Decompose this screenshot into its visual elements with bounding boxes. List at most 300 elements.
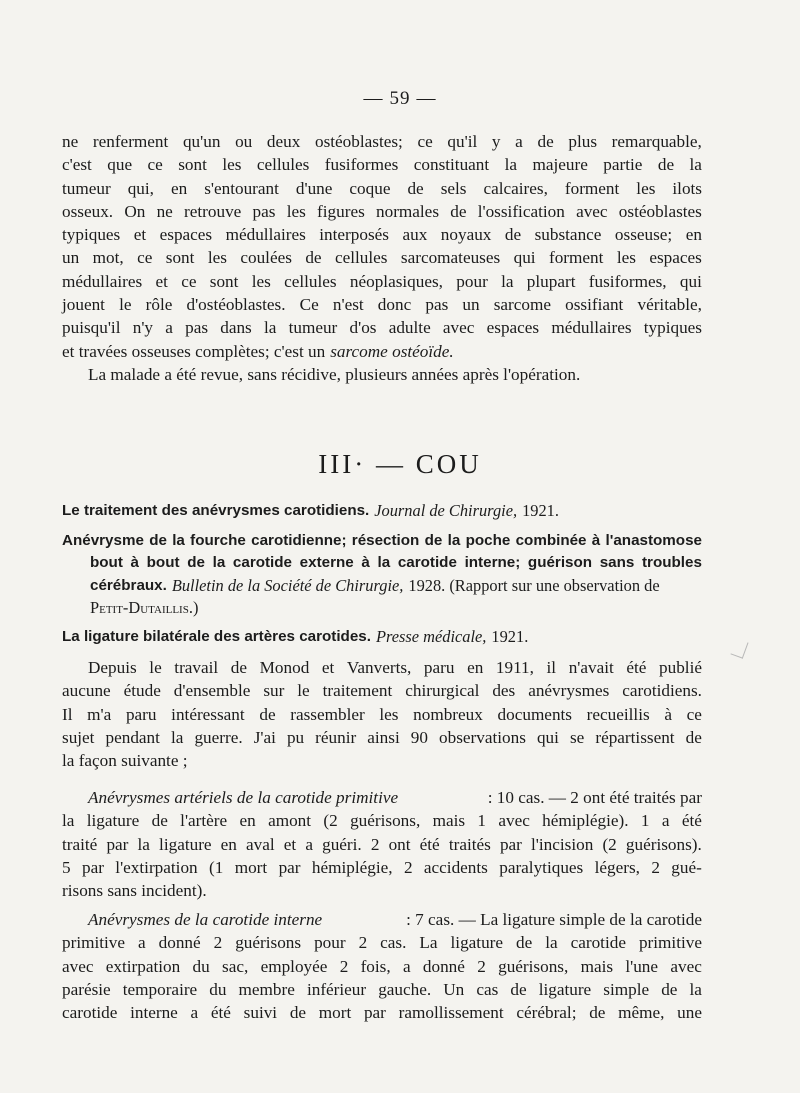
word: membre — [238, 979, 295, 999]
word: une — [677, 1003, 702, 1023]
word: médullaires — [551, 318, 632, 338]
word: guerre. — [194, 727, 243, 747]
word: interposés — [319, 225, 389, 245]
word: les — [636, 178, 656, 198]
word: que — [107, 155, 133, 175]
text-line — [62, 656, 702, 679]
word: et — [155, 271, 168, 291]
word: pour — [314, 933, 346, 953]
word: cas — [476, 979, 499, 999]
word: paru — [423, 658, 455, 677]
word: Il — [62, 704, 73, 724]
word: de — [259, 704, 276, 724]
primitive-first-rest: : 10 cas. — 2 ont été traités par — [487, 788, 702, 807]
word: qui — [679, 271, 702, 291]
word: 2 — [370, 834, 380, 854]
word: a — [402, 956, 411, 976]
word: les — [616, 248, 636, 268]
word: deux — [266, 132, 301, 151]
word: externe — [299, 554, 354, 572]
word: ce — [147, 155, 163, 175]
word: avec — [670, 956, 702, 976]
word: inférieur — [306, 979, 367, 999]
word: par — [499, 834, 522, 854]
word: a — [305, 834, 313, 854]
word: mort — [234, 857, 268, 877]
word: nombreux — [413, 704, 483, 724]
word: sarcome — [493, 295, 551, 315]
word: été — [419, 834, 440, 854]
word: coque — [349, 178, 391, 198]
word: en — [220, 834, 237, 854]
word: (1 — [209, 857, 224, 877]
word: primitive — [62, 933, 126, 953]
word: les — [286, 201, 306, 221]
word: 2 — [403, 857, 413, 877]
word: 5 — [62, 857, 71, 877]
word: qui — [536, 727, 559, 747]
primitive-last: risons sans incident). — [62, 881, 207, 901]
word: de — [230, 658, 248, 677]
word: gué- — [671, 857, 702, 877]
word: Depuis — [88, 658, 137, 677]
word: un — [62, 248, 80, 268]
word: 2 — [358, 933, 368, 953]
word: d'os — [349, 318, 377, 338]
word: aucune — [62, 681, 111, 701]
word: les — [222, 155, 242, 175]
word: 1911, — [495, 658, 534, 677]
pencil-mark-icon — [730, 638, 748, 658]
word: fois, — [360, 956, 391, 976]
word: traitement — [322, 681, 393, 701]
ref2-author: Petit-Dutaillis.) — [90, 598, 199, 618]
word: de — [510, 979, 527, 999]
word: tumeur — [62, 178, 111, 198]
word: légers, — [594, 857, 640, 877]
word: ramollissement — [398, 1003, 504, 1023]
intro-last-italic: sarcome ostéoïde. — [330, 341, 454, 361]
word: ligature — [450, 933, 504, 953]
word: pas — [185, 318, 209, 338]
word: étude — [123, 681, 161, 701]
text-line — [62, 316, 702, 339]
word: osseux. — [62, 201, 114, 221]
word: figures — [317, 201, 365, 221]
word: ossifiant — [565, 295, 624, 315]
text-line — [62, 978, 702, 1001]
word: ne — [62, 132, 79, 151]
word: guérisons, — [350, 811, 421, 831]
word: des — [492, 681, 516, 701]
text-line — [62, 293, 702, 316]
word: forment — [564, 178, 620, 198]
word: dans — [220, 318, 252, 338]
word: n'avait — [568, 658, 614, 677]
word: primitive — [638, 933, 702, 953]
text-line — [62, 679, 702, 702]
word: ne — [156, 201, 173, 221]
page-number-value: 59 — [389, 88, 411, 109]
word: Un — [443, 979, 465, 999]
word: documents — [497, 704, 572, 724]
word: La — [419, 933, 438, 953]
word: majeure — [532, 155, 588, 175]
page-number-dash-left: — — [363, 88, 384, 109]
word: (2 — [602, 834, 617, 854]
primitive-heading: Anévrysmes artériels de la carotide primitive — [88, 788, 399, 807]
word: interne — [130, 1003, 178, 1023]
word: mort — [318, 1003, 352, 1023]
word: a — [138, 933, 146, 953]
word: 2 — [339, 956, 349, 976]
word: de — [407, 178, 424, 198]
word: osseuse; — [614, 225, 673, 245]
word: en — [239, 811, 256, 831]
study-last: la façon suivante ; — [62, 751, 188, 771]
word: plupart — [526, 271, 576, 291]
text-line — [62, 703, 702, 726]
word: troubles — [642, 554, 702, 572]
intro-last-text: et travées osseuses complètes; c'est un — [62, 341, 326, 361]
word: J'ai — [253, 727, 276, 747]
interne-heading: Anévrysmes de la carotide interne — [88, 910, 323, 929]
word: l'artère — [180, 811, 228, 831]
word: aval — [246, 834, 275, 854]
word: noyaux — [440, 225, 492, 245]
word: n'est — [332, 295, 364, 315]
word: de — [516, 933, 533, 953]
word: donc — [377, 295, 412, 315]
word: ostéoblastes; — [315, 132, 403, 151]
word: médullaires — [225, 225, 306, 245]
word: 2 — [477, 956, 486, 976]
word: sur — [263, 681, 285, 701]
word: sarcomateuses — [400, 248, 501, 268]
word: de — [305, 248, 322, 268]
text-line-last — [62, 340, 702, 363]
word: ligature — [538, 979, 592, 999]
word: forment — [548, 248, 604, 268]
word: y — [491, 132, 501, 151]
word: médullaires — [62, 271, 143, 291]
word: rôle — [145, 295, 173, 315]
word: a — [515, 132, 523, 151]
reference-2-line-3 — [62, 575, 702, 598]
ref1-journal: Journal de Chirurgie, — [374, 501, 518, 520]
word: normales — [376, 201, 440, 221]
reference-2-line-4 — [62, 597, 702, 620]
text-line — [62, 833, 702, 856]
word: de — [504, 225, 522, 245]
word: de — [450, 201, 467, 221]
word: de — [589, 1003, 606, 1023]
word: pas — [425, 295, 449, 315]
text-line-first — [62, 786, 702, 809]
word: néoplasiques, — [349, 271, 443, 291]
word: jouent — [62, 295, 105, 315]
word: bout — [146, 554, 180, 572]
reference-list — [62, 500, 702, 649]
word: parésie — [62, 979, 111, 999]
word: mais — [432, 811, 466, 831]
word: été — [626, 658, 647, 677]
word: la — [377, 554, 391, 572]
word: ilots — [672, 178, 702, 198]
word: temporaire — [122, 979, 198, 999]
word: la — [545, 933, 558, 953]
word: la — [62, 811, 75, 831]
word: sels — [440, 178, 467, 198]
word: du — [209, 979, 227, 999]
word: et — [321, 658, 335, 677]
word: de — [187, 554, 205, 572]
interne-paragraph — [62, 908, 702, 1024]
word: 1 — [640, 811, 650, 831]
word: retrouve — [184, 201, 242, 221]
word: la — [689, 979, 702, 999]
word: en — [170, 178, 188, 198]
word: la — [170, 727, 184, 747]
word: renferment — [92, 132, 169, 151]
word: résection — [351, 531, 420, 549]
word: amont — [268, 811, 312, 831]
ref2-rest: 1928. (Rapport sur une observation de — [408, 575, 660, 595]
word: sans — [599, 554, 635, 572]
word: anévrysmes — [528, 681, 610, 701]
word: extirpation — [105, 956, 181, 976]
text-line — [62, 200, 702, 223]
word: typiques — [643, 318, 702, 338]
word: interne; — [464, 554, 521, 572]
ref3-title: La ligature bilatérale des artères carotides. — [62, 627, 371, 645]
word: chirurgical — [405, 681, 480, 701]
word: cellules — [284, 271, 337, 291]
word: un — [462, 295, 480, 315]
word: carotide — [232, 554, 293, 572]
word: à — [361, 554, 370, 572]
word: à — [591, 531, 601, 549]
word: 90 — [410, 727, 428, 747]
reference-1 — [62, 500, 702, 523]
word: guérisons). — [625, 834, 702, 854]
word: guéri. — [322, 834, 362, 854]
word: pour — [456, 271, 488, 291]
word: l'extirpation — [115, 857, 198, 877]
word: ce — [181, 271, 197, 291]
word: On — [124, 201, 146, 221]
word: publié — [659, 658, 702, 677]
word: gauche. — [378, 979, 432, 999]
word: et — [133, 225, 147, 245]
ref3-journal: Presse médicale, — [375, 626, 487, 646]
word: par — [106, 834, 129, 854]
word: l'anastomose — [605, 531, 702, 549]
outcome-line — [62, 363, 702, 386]
study-paragraph — [62, 656, 702, 772]
text-line — [62, 726, 702, 749]
word: a — [165, 318, 173, 338]
word: donné — [158, 933, 201, 953]
word: de — [149, 531, 167, 549]
word: le — [149, 658, 162, 677]
word: de — [537, 132, 554, 151]
word: intéressant — [171, 704, 245, 724]
word: les — [379, 704, 399, 724]
word: fusiformes, — [588, 271, 667, 291]
word: traité — [62, 834, 98, 854]
word: employée — [260, 956, 328, 976]
word: de — [289, 1003, 307, 1023]
word: guérisons — [235, 933, 302, 953]
word: ont — [388, 834, 411, 854]
word: guérison — [527, 554, 593, 572]
word: la — [504, 155, 518, 175]
word: été — [210, 1003, 231, 1023]
word: hémiplégie). — [542, 811, 629, 831]
reference-2-line-1 — [62, 530, 702, 553]
ref2-bold: cérébraux. — [90, 576, 167, 594]
word: de — [685, 727, 702, 747]
word: a — [661, 811, 670, 831]
word: ligature — [159, 834, 212, 854]
word: la — [172, 531, 185, 549]
word: Ce — [299, 295, 319, 315]
text-line — [62, 955, 702, 978]
word: hémiplégie, — [311, 857, 393, 877]
word: guérisons, — [498, 956, 569, 976]
word: ainsi — [367, 727, 400, 747]
word: à — [664, 704, 672, 724]
word: cellules — [256, 155, 310, 175]
word: il — [546, 658, 557, 677]
word: véritable, — [637, 295, 702, 315]
text-line — [62, 1001, 702, 1024]
text-line — [62, 931, 702, 954]
word: partie — [603, 155, 643, 175]
word: ligature — [86, 811, 140, 831]
word: réunir — [315, 727, 357, 747]
section-heading: III· — COU — [318, 449, 482, 479]
word: sont — [209, 271, 239, 291]
word: (2 — [323, 811, 338, 831]
word: cellules — [334, 248, 388, 268]
word: calcaires, — [483, 178, 548, 198]
word: espaces — [159, 225, 213, 245]
word: carotide — [62, 1003, 118, 1023]
word: de — [657, 155, 675, 175]
word: d'ostéoblastes. — [186, 295, 286, 315]
word: par — [363, 1003, 386, 1023]
word: en — [685, 225, 702, 245]
word: la — [501, 271, 514, 291]
word: observations — [439, 727, 526, 747]
word: avec — [62, 956, 94, 976]
word: la — [689, 155, 702, 175]
word: mot, — [92, 248, 124, 268]
word: a — [190, 1003, 199, 1023]
word: adulte — [388, 318, 431, 338]
word: s'entourant — [204, 178, 279, 198]
word: plus — [568, 132, 598, 151]
word: aux — [402, 225, 428, 245]
word: espaces — [486, 318, 540, 338]
word: coulées — [240, 248, 292, 268]
word: 2 — [213, 933, 223, 953]
word: d'ensemble — [173, 681, 251, 701]
text-line-last — [62, 749, 702, 772]
word: la — [212, 554, 226, 572]
text-line-first — [62, 908, 702, 931]
word: carotidiens. — [622, 681, 702, 701]
word: sac, — [222, 956, 249, 976]
word: Monod — [259, 658, 310, 677]
page-number — [0, 88, 800, 110]
word: sont — [178, 155, 207, 175]
word: avec — [498, 811, 530, 831]
word: pas — [252, 201, 276, 221]
word: l'ossification — [477, 201, 565, 221]
word: mais — [580, 956, 614, 976]
word: se — [569, 727, 585, 747]
word: Anévrysme — [62, 531, 144, 549]
word: c'est — [62, 155, 92, 175]
word: qui — [513, 248, 536, 268]
word: été — [681, 811, 702, 831]
word: même, — [618, 1003, 665, 1023]
word: paru — [125, 704, 157, 724]
word: l'incision — [531, 834, 594, 854]
reference-2-line-2 — [62, 552, 702, 575]
word: 1 — [477, 811, 486, 831]
word: ostéoblastes — [618, 201, 702, 221]
word: sont — [165, 248, 195, 268]
word: m'a — [87, 704, 112, 724]
word: recueillis — [586, 704, 650, 724]
word: pendant — [105, 727, 160, 747]
word: qui, — [127, 178, 154, 198]
word: la — [137, 834, 150, 854]
text-line — [62, 270, 702, 293]
word: espaces — [649, 248, 702, 268]
word: qu'un — [182, 132, 221, 151]
word: d'une — [295, 178, 333, 198]
word: typiques — [62, 225, 121, 245]
word: 2 — [651, 857, 660, 877]
text-line — [62, 246, 702, 269]
word: constituant — [413, 155, 490, 175]
ref2-journal: Bulletin de la Société de Chirurgie, — [171, 575, 404, 595]
word: travail — [174, 658, 219, 677]
word: la — [447, 531, 461, 549]
word: du — [192, 956, 210, 976]
word: pu — [286, 727, 305, 747]
word: bout — [90, 554, 123, 572]
word: puisqu'il — [62, 318, 121, 338]
word: la — [263, 318, 277, 338]
word: avec — [576, 201, 608, 221]
word: qu'il — [447, 132, 478, 151]
text-line — [62, 177, 702, 200]
word: de — [424, 531, 443, 549]
word: paralytiques — [499, 857, 584, 877]
ref3-year: 1921. — [491, 626, 529, 646]
word: à — [130, 554, 139, 572]
primitive-paragraph — [62, 786, 702, 902]
word: substance — [534, 225, 602, 245]
word: poche — [465, 531, 511, 549]
word: l'une — [625, 956, 659, 976]
